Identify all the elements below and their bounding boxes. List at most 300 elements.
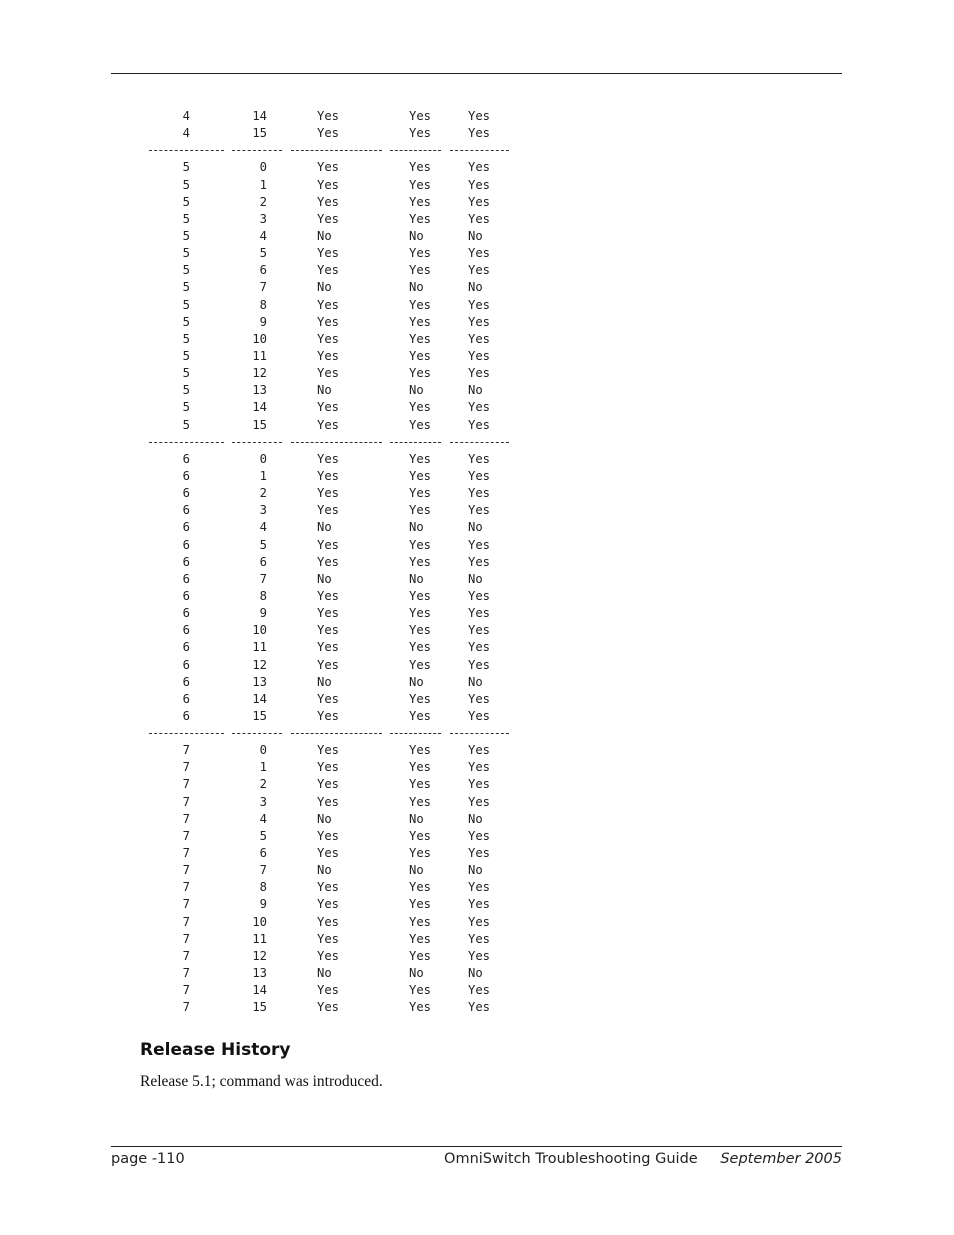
slot-value: 6: [182, 451, 190, 466]
slot-value: 5: [182, 400, 190, 415]
slot-value: 6: [182, 571, 190, 586]
col5-value: Yes: [468, 623, 491, 638]
slot-value: 5: [182, 211, 190, 226]
col5-value: No: [468, 280, 483, 295]
table-row: [148, 862, 548, 879]
col5-value: Yes: [468, 760, 491, 775]
port-value: 10: [252, 914, 267, 929]
table-row: [148, 502, 548, 519]
slot-value: 7: [182, 846, 190, 861]
col3-value: Yes: [317, 708, 340, 723]
col4-value: No: [409, 520, 424, 535]
separator-dash: [149, 733, 224, 734]
slot-value: 7: [182, 743, 190, 758]
port-value: 1: [259, 468, 267, 483]
col3-value: Yes: [317, 126, 340, 141]
separator-dash: [450, 733, 509, 734]
port-value: 11: [252, 931, 267, 946]
table-row: [148, 759, 548, 776]
col3-value: Yes: [317, 366, 340, 381]
col5-value: Yes: [468, 503, 491, 518]
col4-value: Yes: [409, 623, 432, 638]
col4-value: Yes: [409, 503, 432, 518]
slot-value: 6: [182, 503, 190, 518]
col4-value: Yes: [409, 743, 432, 758]
table-row: [148, 691, 548, 708]
col4-value: Yes: [409, 468, 432, 483]
slot-value: 6: [182, 623, 190, 638]
guide-title: OmniSwitch Troubleshooting Guide: [444, 1151, 698, 1167]
slot-value: 5: [182, 194, 190, 209]
table-row: [148, 914, 548, 931]
port-value: 10: [252, 623, 267, 638]
col4-value: Yes: [409, 657, 432, 672]
slot-value: 7: [182, 931, 190, 946]
col5-value: Yes: [468, 708, 491, 723]
slot-value: 7: [182, 983, 190, 998]
slot-value: 6: [182, 554, 190, 569]
col3-value: Yes: [317, 297, 340, 312]
port-value: 2: [259, 486, 267, 501]
slot-value: 5: [182, 348, 190, 363]
col5-value: Yes: [468, 417, 491, 432]
table-row: [148, 554, 548, 571]
col3-value: No: [317, 571, 332, 586]
port-value: 5: [259, 537, 267, 552]
slot-value: 5: [182, 314, 190, 329]
port-value: 8: [259, 297, 267, 312]
col5-value: Yes: [468, 1000, 491, 1015]
command-output-table: [148, 108, 548, 1016]
port-value: 9: [259, 897, 267, 912]
col4-value: Yes: [409, 914, 432, 929]
slot-value: 7: [182, 897, 190, 912]
col4-value: Yes: [409, 126, 432, 141]
col5-value: Yes: [468, 194, 491, 209]
col4-value: Yes: [409, 760, 432, 775]
slot-value: 6: [182, 640, 190, 655]
col3-value: Yes: [317, 743, 340, 758]
port-value: 4: [259, 811, 267, 826]
slot-value: 7: [182, 794, 190, 809]
table-row: [148, 228, 548, 245]
slot-value: 7: [182, 777, 190, 792]
table-row: [148, 965, 548, 982]
slot-value: 5: [182, 366, 190, 381]
separator-dash: [390, 733, 441, 734]
section-heading: Release History: [140, 1040, 291, 1060]
col5-value: Yes: [468, 348, 491, 363]
slot-value: 7: [182, 966, 190, 981]
col3-value: Yes: [317, 983, 340, 998]
port-value: 0: [259, 743, 267, 758]
slot-value: 6: [182, 691, 190, 706]
slot-value: 5: [182, 228, 190, 243]
col3-value: Yes: [317, 640, 340, 655]
port-value: 12: [252, 948, 267, 963]
col5-value: Yes: [468, 314, 491, 329]
port-value: 2: [259, 194, 267, 209]
col4-value: Yes: [409, 777, 432, 792]
table-row: [148, 571, 548, 588]
table-row: [148, 622, 548, 639]
col3-value: Yes: [317, 177, 340, 192]
col3-value: Yes: [317, 246, 340, 261]
col4-value: Yes: [409, 348, 432, 363]
footer-info: [444, 1151, 842, 1167]
col4-value: Yes: [409, 109, 432, 123]
col3-value: No: [317, 674, 332, 689]
port-value: 3: [259, 794, 267, 809]
col4-value: No: [409, 280, 424, 295]
slot-value: 5: [182, 417, 190, 432]
col4-value: Yes: [409, 297, 432, 312]
col4-value: No: [409, 571, 424, 586]
col3-value: Yes: [317, 606, 340, 621]
slot-value: 7: [182, 880, 190, 895]
port-value: 14: [252, 983, 267, 998]
slot-value: 6: [182, 486, 190, 501]
slot-value: 7: [182, 863, 190, 878]
col5-value: Yes: [468, 331, 491, 346]
col3-value: Yes: [317, 1000, 340, 1015]
col4-value: Yes: [409, 794, 432, 809]
slot-value: 5: [182, 177, 190, 192]
footer-rule: [111, 1146, 842, 1147]
col4-value: Yes: [409, 828, 432, 843]
slot-value: 6: [182, 606, 190, 621]
table-row: [148, 999, 548, 1016]
separator-dash: [291, 150, 382, 151]
port-value: 3: [259, 211, 267, 226]
slot-value: 5: [182, 297, 190, 312]
col3-value: Yes: [317, 451, 340, 466]
port-value: 7: [259, 280, 267, 295]
port-value: 8: [259, 880, 267, 895]
col5-value: No: [468, 228, 483, 243]
col5-value: Yes: [468, 880, 491, 895]
table-row: [148, 314, 548, 331]
col4-value: Yes: [409, 588, 432, 603]
table-row: [148, 811, 548, 828]
header-rule: [111, 73, 842, 74]
separator-dash: [149, 150, 224, 151]
slot-value: 7: [182, 1000, 190, 1015]
col3-value: No: [317, 228, 332, 243]
col5-value: Yes: [468, 846, 491, 861]
col5-value: Yes: [468, 897, 491, 912]
col3-value: Yes: [317, 331, 340, 346]
separator-dash: [232, 150, 282, 151]
col5-value: No: [468, 571, 483, 586]
col5-value: Yes: [468, 537, 491, 552]
col3-value: Yes: [317, 486, 340, 501]
separator-dash: [291, 733, 382, 734]
col4-value: Yes: [409, 931, 432, 946]
port-value: 12: [252, 657, 267, 672]
col5-value: Yes: [468, 691, 491, 706]
page-number: page -110: [111, 1151, 185, 1167]
port-value: 10: [252, 331, 267, 346]
col5-value: Yes: [468, 211, 491, 226]
col4-value: Yes: [409, 554, 432, 569]
port-value: 13: [252, 383, 267, 398]
col4-value: Yes: [409, 983, 432, 998]
col5-value: Yes: [468, 777, 491, 792]
table-row: [148, 348, 548, 365]
col3-value: No: [317, 280, 332, 295]
slot-value: 6: [182, 708, 190, 723]
table-row: [148, 159, 548, 176]
col4-value: Yes: [409, 537, 432, 552]
col4-value: Yes: [409, 331, 432, 346]
table-row: [148, 948, 548, 965]
port-value: 3: [259, 503, 267, 518]
col4-value: Yes: [409, 451, 432, 466]
table-row: [148, 794, 548, 811]
port-value: 9: [259, 314, 267, 329]
col5-value: Yes: [468, 794, 491, 809]
col3-value: No: [317, 383, 332, 398]
col3-value: Yes: [317, 160, 340, 175]
col4-value: Yes: [409, 640, 432, 655]
col3-value: Yes: [317, 468, 340, 483]
col5-value: Yes: [468, 468, 491, 483]
table-row: [148, 519, 548, 536]
col4-value: Yes: [409, 486, 432, 501]
table-row: [148, 639, 548, 656]
port-value: 11: [252, 640, 267, 655]
port-value: 15: [252, 126, 267, 141]
col3-value: Yes: [317, 211, 340, 226]
slot-value: 5: [182, 160, 190, 175]
table-row: [148, 982, 548, 999]
col5-value: Yes: [468, 554, 491, 569]
slot-value: 6: [182, 468, 190, 483]
col5-value: No: [468, 966, 483, 981]
col3-value: Yes: [317, 846, 340, 861]
col5-value: Yes: [468, 486, 491, 501]
col4-value: Yes: [409, 246, 432, 261]
col3-value: Yes: [317, 554, 340, 569]
slot-value: 7: [182, 828, 190, 843]
table-row: [148, 776, 548, 793]
col5-value: Yes: [468, 588, 491, 603]
slot-value: 5: [182, 263, 190, 278]
slot-value: 5: [182, 246, 190, 261]
col4-value: Yes: [409, 846, 432, 861]
port-value: 14: [252, 109, 267, 123]
col4-value: Yes: [409, 880, 432, 895]
port-value: 15: [252, 1000, 267, 1015]
slot-value: 4: [182, 109, 190, 123]
col5-value: Yes: [468, 400, 491, 415]
col4-value: No: [409, 383, 424, 398]
table-row: [148, 674, 548, 691]
table-row: [148, 657, 548, 674]
table-row: [148, 468, 548, 485]
col5-value: Yes: [468, 160, 491, 175]
col4-value: Yes: [409, 691, 432, 706]
port-value: 5: [259, 828, 267, 843]
table-row: [148, 708, 548, 725]
col5-value: Yes: [468, 948, 491, 963]
port-value: 8: [259, 588, 267, 603]
separator-dash: [149, 442, 224, 443]
col4-value: Yes: [409, 314, 432, 329]
col3-value: Yes: [317, 263, 340, 278]
col4-value: Yes: [409, 263, 432, 278]
slot-value: 6: [182, 520, 190, 535]
port-value: 5: [259, 246, 267, 261]
table-row: [148, 879, 548, 896]
col3-value: Yes: [317, 417, 340, 432]
table-row: [148, 845, 548, 862]
group-separator: [148, 725, 548, 742]
col5-value: Yes: [468, 640, 491, 655]
port-value: 4: [259, 520, 267, 535]
col5-value: Yes: [468, 914, 491, 929]
table-row: [148, 194, 548, 211]
table-row: [148, 177, 548, 194]
col5-value: Yes: [468, 451, 491, 466]
table-row: [148, 485, 548, 502]
table-row: [148, 245, 548, 262]
table-row: [148, 896, 548, 913]
port-value: 14: [252, 400, 267, 415]
port-value: 0: [259, 160, 267, 175]
col4-value: Yes: [409, 160, 432, 175]
separator-dash: [232, 733, 282, 734]
port-value: 12: [252, 366, 267, 381]
col5-value: Yes: [468, 246, 491, 261]
table-row: [148, 588, 548, 605]
col5-value: No: [468, 520, 483, 535]
col4-value: Yes: [409, 417, 432, 432]
port-value: 4: [259, 228, 267, 243]
col3-value: No: [317, 966, 332, 981]
col3-value: Yes: [317, 588, 340, 603]
port-value: 2: [259, 777, 267, 792]
slot-value: 5: [182, 280, 190, 295]
separator-dash: [390, 442, 441, 443]
slot-value: 7: [182, 914, 190, 929]
col5-value: No: [468, 674, 483, 689]
col4-value: Yes: [409, 194, 432, 209]
col3-value: Yes: [317, 537, 340, 552]
col4-value: No: [409, 674, 424, 689]
port-value: 15: [252, 708, 267, 723]
separator-dash: [390, 150, 441, 151]
port-value: 1: [259, 760, 267, 775]
col5-value: Yes: [468, 743, 491, 758]
col3-value: Yes: [317, 794, 340, 809]
col5-value: No: [468, 863, 483, 878]
port-value: 0: [259, 451, 267, 466]
separator-dash: [291, 442, 382, 443]
col3-value: No: [317, 520, 332, 535]
group-separator: [148, 142, 548, 159]
col4-value: Yes: [409, 948, 432, 963]
slot-value: 6: [182, 657, 190, 672]
slot-value: 6: [182, 588, 190, 603]
col4-value: Yes: [409, 400, 432, 415]
port-value: 14: [252, 691, 267, 706]
port-value: 7: [259, 571, 267, 586]
col5-value: Yes: [468, 297, 491, 312]
slot-value: 7: [182, 811, 190, 826]
col3-value: Yes: [317, 657, 340, 672]
release-note: Release 5.1; command was introduced.: [140, 1073, 383, 1090]
port-value: 9: [259, 606, 267, 621]
table-row: [148, 931, 548, 948]
col5-value: Yes: [468, 657, 491, 672]
table-row: [148, 108, 548, 125]
slot-value: 7: [182, 760, 190, 775]
col4-value: No: [409, 811, 424, 826]
table-row: [148, 279, 548, 296]
col4-value: Yes: [409, 177, 432, 192]
slot-value: 4: [182, 126, 190, 141]
col3-value: Yes: [317, 691, 340, 706]
separator-dash: [232, 442, 282, 443]
col3-value: No: [317, 811, 332, 826]
table-row: [148, 399, 548, 416]
table-row: [148, 382, 548, 399]
col4-value: Yes: [409, 708, 432, 723]
col3-value: Yes: [317, 314, 340, 329]
col5-value: No: [468, 383, 483, 398]
slot-value: 7: [182, 948, 190, 963]
port-value: 1: [259, 177, 267, 192]
col3-value: Yes: [317, 880, 340, 895]
port-value: 6: [259, 554, 267, 569]
col3-value: Yes: [317, 760, 340, 775]
table-row: [148, 451, 548, 468]
separator-dash: [450, 150, 509, 151]
col3-value: Yes: [317, 109, 340, 123]
port-value: 13: [252, 966, 267, 981]
table-row: [148, 417, 548, 434]
col3-value: Yes: [317, 828, 340, 843]
port-value: 13: [252, 674, 267, 689]
table-row: [148, 605, 548, 622]
table-row: [148, 742, 548, 759]
table-row: [148, 365, 548, 382]
slot-value: 5: [182, 383, 190, 398]
col4-value: No: [409, 863, 424, 878]
table-row: [148, 331, 548, 348]
col5-value: Yes: [468, 606, 491, 621]
col5-value: Yes: [468, 828, 491, 843]
separator-dash: [450, 442, 509, 443]
col4-value: No: [409, 228, 424, 243]
col4-value: Yes: [409, 1000, 432, 1015]
col5-value: Yes: [468, 126, 491, 141]
col3-value: Yes: [317, 914, 340, 929]
col3-value: Yes: [317, 948, 340, 963]
col5-value: Yes: [468, 177, 491, 192]
port-value: 7: [259, 863, 267, 878]
col5-value: Yes: [468, 109, 491, 123]
group-separator: [148, 434, 548, 451]
table-row: [148, 828, 548, 845]
table-row: [148, 262, 548, 279]
col5-value: No: [468, 811, 483, 826]
col5-value: Yes: [468, 263, 491, 278]
col4-value: No: [409, 966, 424, 981]
slot-value: 6: [182, 674, 190, 689]
